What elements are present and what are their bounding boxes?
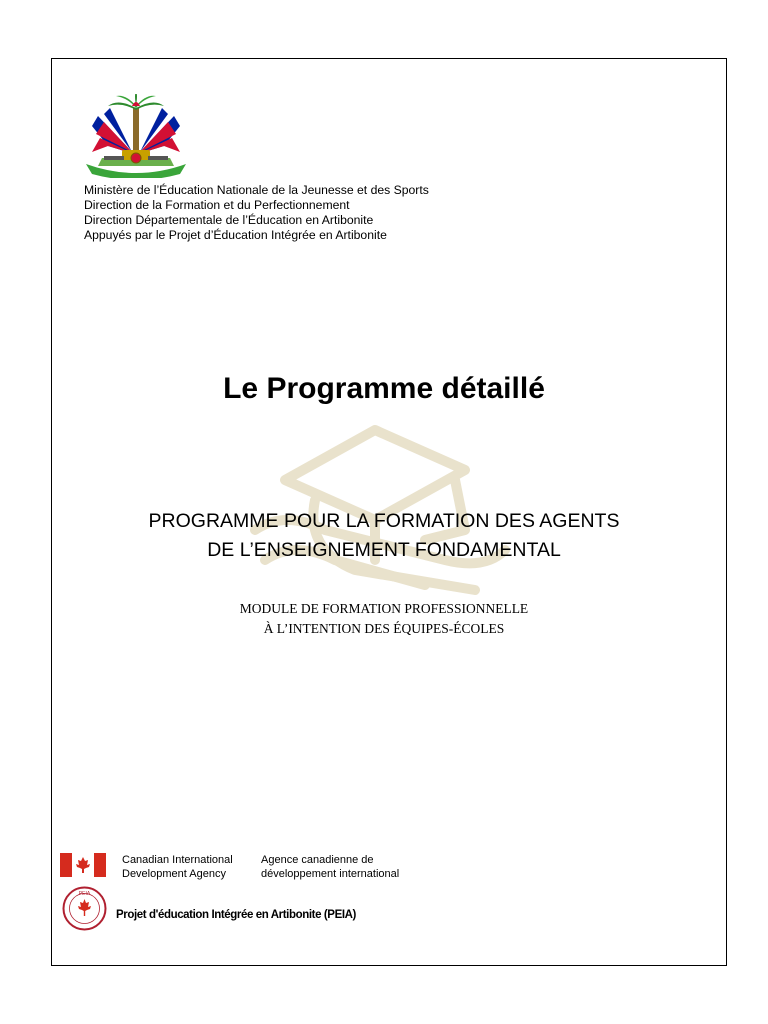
cida-french-name [261, 853, 399, 881]
peia-project-label: Projet d'éducation Intégrée en Artibonite (PEIA) [116, 909, 356, 921]
module-heading [0, 599, 768, 639]
ministry-line: Ministère de l’Éducation Nationale de la Jeunesse et des Sports [84, 183, 429, 197]
departmental-line: Direction Départementale de l’Éducation en Artibonite [84, 213, 374, 227]
directorate-line: Direction de la Formation et du Perfectionnement [84, 198, 350, 212]
module-line: À L’INTENTION DES ÉQUIPES-ÉCOLES [263, 621, 505, 636]
page-title: Le Programme détaillé [223, 372, 545, 405]
canada-flag-icon [60, 853, 106, 877]
haiti-coat-of-arms-icon [82, 94, 190, 178]
subtitle-line: PROGRAMME POUR LA FORMATION DES AGENTS [148, 510, 620, 532]
cida-en-line: Development Agency [122, 868, 226, 880]
cida-en-line: Canadian International [122, 854, 233, 866]
subtitle-line: DE L’ENSEIGNEMENT FONDAMENTAL [207, 539, 561, 561]
seal-label: PEIA [78, 891, 91, 897]
module-line: MODULE DE FORMATION PROFESSIONNELLE [239, 601, 529, 616]
ministry-header [84, 183, 429, 243]
cida-fr-line: Agence canadienne de [261, 854, 374, 866]
peia-seal-icon [62, 886, 107, 931]
cida-fr-line: développement international [261, 868, 400, 880]
subtitle [0, 507, 768, 565]
support-line: Appuyés par le Projet d’Éducation Intégrée en Artibonite [84, 228, 387, 242]
cida-english-name [122, 853, 233, 881]
